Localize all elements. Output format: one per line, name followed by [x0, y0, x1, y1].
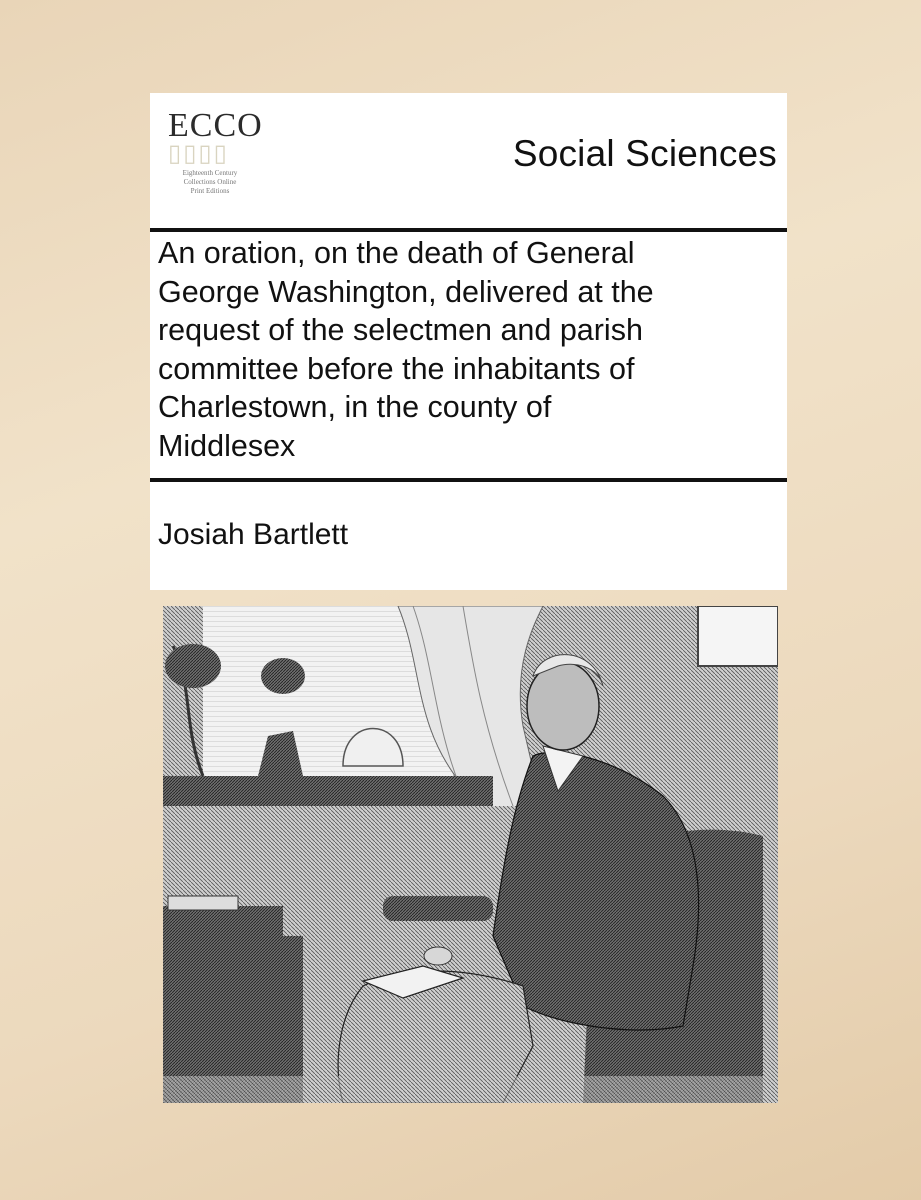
title-line: request of the selectmen and parish — [158, 313, 643, 347]
publisher-logo-line: Collections Online — [183, 178, 237, 186]
engraving-illustration — [163, 606, 778, 1103]
publisher-logo — [168, 109, 268, 219]
title-line: Middlesex — [158, 428, 296, 463]
publisher-logo-mark — [168, 109, 268, 143]
book-title — [158, 234, 783, 465]
publisher-logo-text: ECCO — [168, 107, 263, 144]
title-line: George Washington, delivered at the — [158, 274, 654, 309]
title-line: Charlestown, in the county of — [158, 390, 552, 424]
cover-text-panel — [150, 93, 787, 590]
publisher-logo-reflection: ▯▯▯▯ — [168, 141, 229, 167]
category-label: Social Sciences — [512, 133, 777, 174]
publisher-logo-caption — [168, 169, 268, 196]
divider-rule — [150, 478, 787, 482]
publisher-logo-line: Eighteenth Century — [182, 169, 238, 177]
divider-rule — [150, 228, 787, 232]
publisher-logo-line: Print Editions — [190, 187, 230, 195]
title-line: committee before the inhabitants of — [158, 351, 635, 386]
title-line: An oration, on the death of General — [158, 236, 635, 270]
book-author: Josiah Bartlett — [158, 518, 349, 551]
